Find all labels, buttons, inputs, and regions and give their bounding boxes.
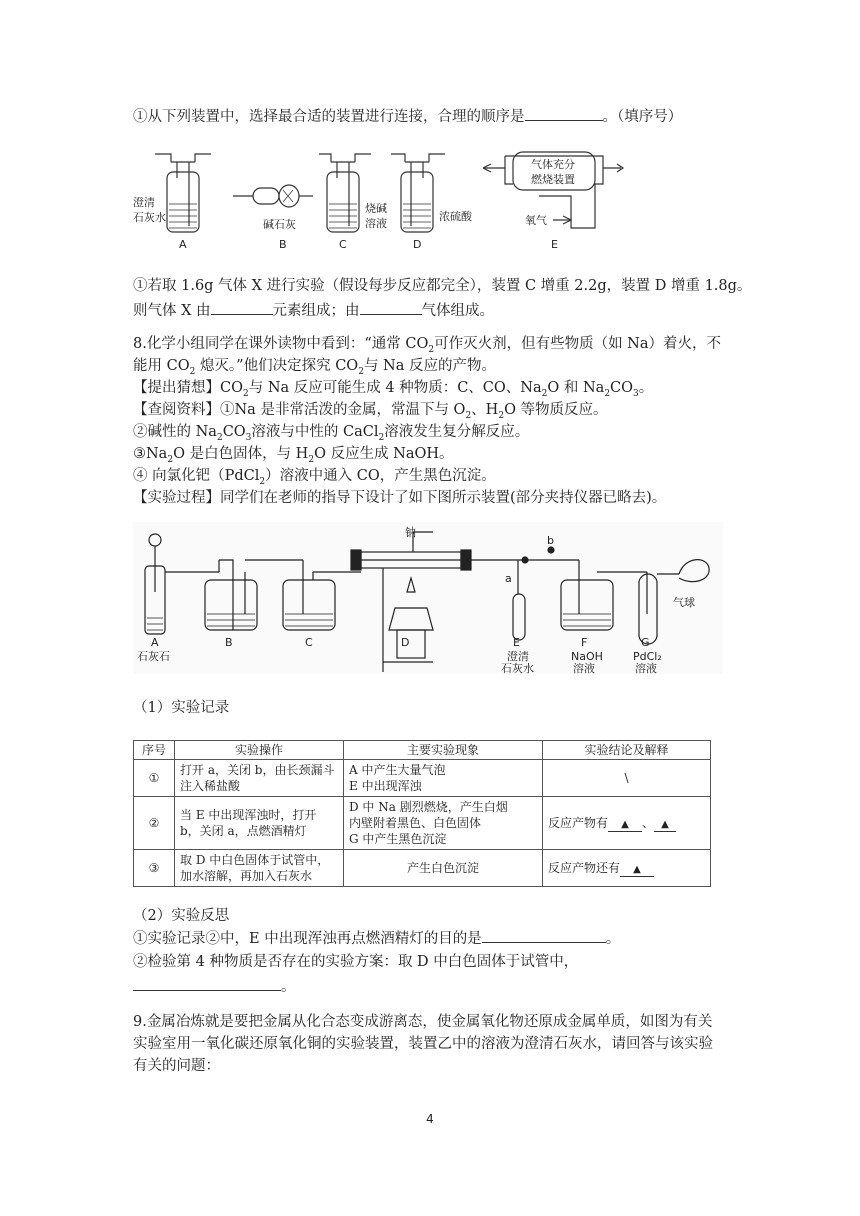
reflect-2: ②检验第 4 种物质是否存在的实验方案：取 D 中白色固体于试管中， xyxy=(133,954,579,970)
fig-letter-d: D xyxy=(401,636,410,649)
row-conclusion: \ xyxy=(543,760,711,797)
q8-intro-1: 8.化学小组同学在课外读物中看到：“通常 $CO_2$可作灭火剂，但有些物质（如 Na）着火，不 xyxy=(133,336,722,355)
fig-sub-a: 石灰石 xyxy=(137,650,170,663)
label-e-box-2: 燃烧装置 xyxy=(531,173,575,186)
answer-blank[interactable] xyxy=(133,976,281,991)
label-d: 浓硫酸 xyxy=(439,210,472,223)
fig-sub-e-1: 澄清 xyxy=(507,650,529,663)
row-number: ① xyxy=(134,760,175,797)
reflect-2-answer: 。 xyxy=(133,976,296,997)
q8-info-1: 【查阅资料】①Na 是非常活泼的金属，常温下与 $O_2$、$H_2O$ 等物质反应。 xyxy=(133,402,608,421)
label-valve-b: b xyxy=(547,534,554,547)
table-header-row xyxy=(134,741,711,760)
q7-data-line: ①若取 1.6g 气体 X 进行实验（假设每步反应都完全），装置 C 增重 2.2g，装置 D 增重 1.8g。 xyxy=(133,278,752,294)
q9-line-3: 有关的问题： xyxy=(133,1058,220,1074)
answer-blank[interactable]: ▲ xyxy=(620,862,654,877)
fig-sub-g-1: PdCl₂ xyxy=(633,650,662,663)
table-header: 实验操作 xyxy=(175,741,344,760)
co2-sodium-apparatus-figure xyxy=(133,522,723,674)
row-phenomenon: 产生白色沉淀 xyxy=(344,850,543,887)
table-header: 主要实验现象 xyxy=(344,741,543,760)
page-number: 4 xyxy=(426,1112,434,1126)
row-phenomenon: D 中 Na 剧烈燃烧，产生白烟 内壁附着黑色、白色固体 G 中产生黑色沉淀 xyxy=(344,797,543,850)
fig-letter-e: E xyxy=(513,636,520,649)
fig-letter-g: G xyxy=(641,636,650,649)
reflect-1: ①实验记录②中，E 中出现浑浊再点燃酒精灯的目的是 。 xyxy=(133,928,620,949)
label-balloon: 气球 xyxy=(673,596,695,609)
fig-letter-b: B xyxy=(225,636,233,649)
fig-letter-f: F xyxy=(581,636,588,649)
table-header: 序号 xyxy=(134,741,175,760)
fig-letter-a: A xyxy=(151,636,159,649)
q8-info-4: ④ 向氯化钯（PdCl$_2$）溶液中通入 CO，产生黑色沉淀。 xyxy=(133,468,496,487)
letter-d: D xyxy=(413,238,422,251)
q7-answer-line: 则气体 X 由 元素组成；由 气体组成。 xyxy=(133,300,494,321)
label-sodium: 钠 xyxy=(405,526,416,539)
label-c-1: 烧碱 xyxy=(365,202,387,215)
fig-sub-f-1: NaOH xyxy=(571,650,603,663)
answer-blank[interactable]: ▲ xyxy=(654,817,676,832)
q8-hypothesis: 【提出猜想】$CO_2$与 Na 反应可能生成 4 种物质：C、CO、$Na_2O$ 和 $Na_2CO_3$。 xyxy=(133,380,654,399)
q8-process: 【实验过程】同学们在老师的指导下设计了如下图所示装置(部分夹持仪器已略去)。 xyxy=(133,490,667,506)
q9-line-2: 实验室用一氧化碳还原氧化铜的实验装置，装置乙中的溶液为澄清石灰水，请回答与该实验 xyxy=(133,1036,713,1052)
row-phenomenon: A 中产生大量气泡 E 中出现浑浊 xyxy=(344,760,543,797)
answer-blank[interactable]: ▲ xyxy=(608,817,642,832)
q9-line-1: 9.金属冶炼就是要把金属从化合态变成游离态，使金属氧化物还原成金属单质，如图为有关 xyxy=(133,1014,713,1030)
label-a-2: 石灰水 xyxy=(133,211,166,224)
row-number: ② xyxy=(134,797,175,850)
label-b: 碱石灰 xyxy=(263,218,296,231)
row-operation: 取 D 中白色固体于试管中，加水溶解，再加入石灰水 xyxy=(175,850,344,887)
answer-blank[interactable] xyxy=(482,928,606,943)
q8-info-2: ②碱性的 $Na_2CO_3$溶液与中性的 CaCl$_2$溶液发生复分解反应。 xyxy=(133,424,530,443)
answer-blank[interactable] xyxy=(360,300,422,315)
label-a-1: 澄清 xyxy=(133,196,155,209)
gas-apparatus-figure xyxy=(133,148,723,256)
table-row xyxy=(134,797,711,850)
label-e-box-1: 气体充分 xyxy=(531,158,575,171)
label-oxygen: 氧气 xyxy=(525,214,547,227)
table-row xyxy=(134,760,711,797)
fig-sub-g-2: 溶液 xyxy=(635,662,657,674)
table-header: 实验结论及解释 xyxy=(543,741,711,760)
row-number: ③ xyxy=(134,850,175,887)
q7-instruction: ①从下列装置中，选择最合适的装置进行连接，合理的顺序是 。（填序号） xyxy=(133,106,682,127)
reflect-title: （2）实验反思 xyxy=(133,908,230,924)
record-title: （1）实验记录 xyxy=(133,700,230,716)
fig-sub-f-2: 溶液 xyxy=(573,662,595,674)
label-c-2: 溶液 xyxy=(365,217,387,230)
q8-info-3: $③Na_2O$ 是白色固体，与 $H_2O$ 反应生成 NaOH。 xyxy=(133,446,454,465)
fig-letter-c: C xyxy=(305,636,313,649)
letter-b: B xyxy=(279,238,287,251)
table-row xyxy=(134,850,711,887)
label-valve-a: a xyxy=(505,572,512,585)
answer-blank[interactable] xyxy=(211,300,273,315)
row-operation: 当 E 中出现浑浊时，打开 b，关闭 a，点燃酒精灯 xyxy=(175,797,344,850)
row-conclusion: 反应产物还有 ▲ xyxy=(543,850,711,887)
letter-c: C xyxy=(339,238,347,251)
row-operation: 打开 a，关闭 b，由长颈漏斗注入稀盐酸 xyxy=(175,760,344,797)
letter-e: E xyxy=(551,238,558,251)
experiment-record-table xyxy=(133,740,711,887)
fig-sub-e-2: 石灰水 xyxy=(501,662,534,674)
row-conclusion: 反应产物有 ▲ 、 ▲ xyxy=(543,797,711,850)
letter-a: A xyxy=(179,238,187,251)
answer-blank[interactable] xyxy=(525,106,603,121)
q8-intro-2: 能用 $CO_2$ 熄灭。”他们决定探究 $CO_2$与 Na 反应的产物。 xyxy=(133,358,496,377)
